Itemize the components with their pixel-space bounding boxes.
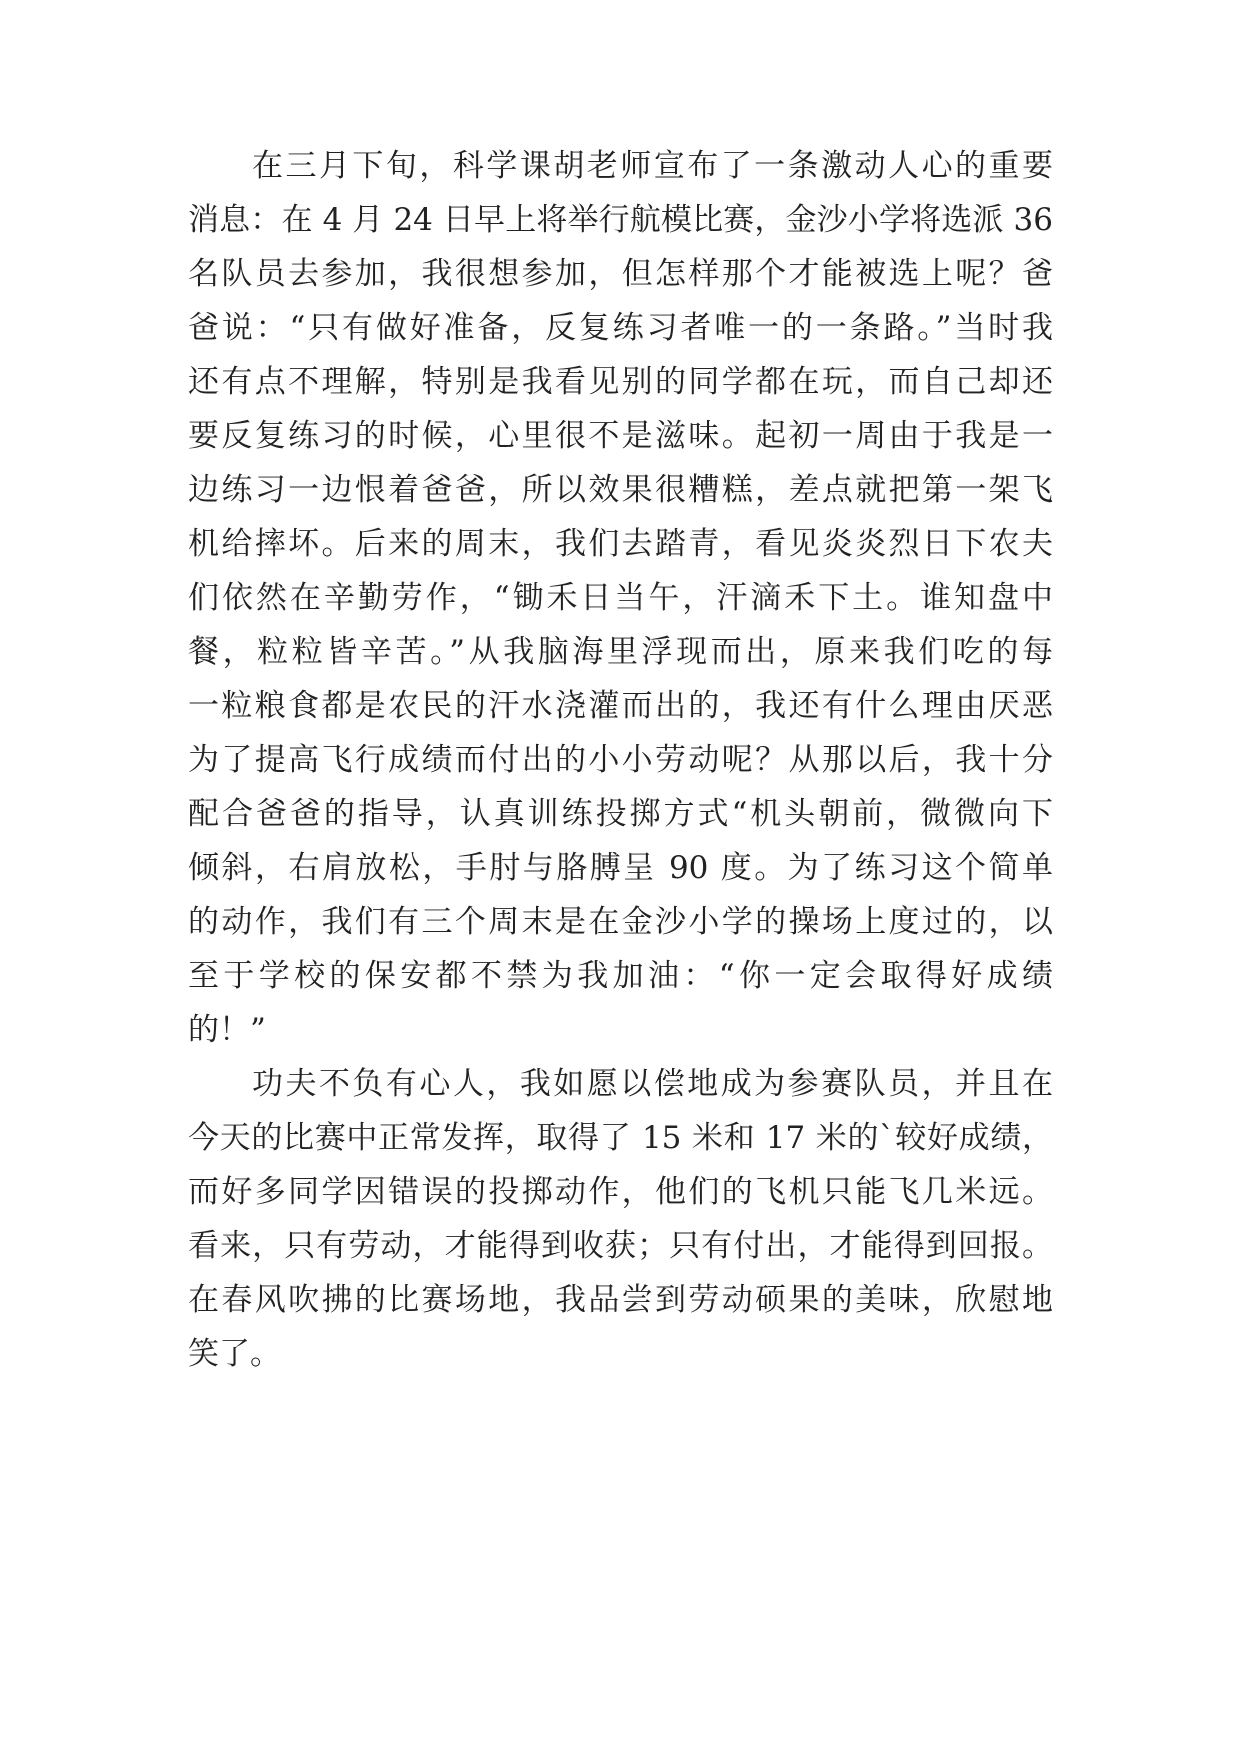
text-line: 名队员去参加，我很想参加，但怎样那个才能被选上呢？爸 (188, 256, 1053, 292)
text-line: 要反复练习的时候，心里很不是滋味。起初一周由于我是一 (188, 418, 1053, 454)
text-line: 倾斜，右肩放松，手肘与胳膊呈 90 度。为了练习这个简单 (188, 850, 1053, 886)
text-line: 的动作，我们有三个周末是在金沙小学的操场上度过的，以 (188, 904, 1053, 940)
text-line: 一粒粮食都是农民的汗水浇灌而出的，我还有什么理由厌恶 (188, 688, 1053, 724)
text-line: 还有点不理解，特别是我看见别的同学都在玩，而自己却还 (188, 364, 1053, 400)
text-line: 至于学校的保安都不禁为我加油：“你一定会取得好成绩 (188, 958, 1053, 994)
text-line: 功夫不负有心人，我如愿以偿地成为参赛队员，并且在 (252, 1066, 1053, 1102)
text-line: 消息：在 4 月 24 日早上将举行航模比赛，金沙小学将选派 36 (188, 202, 1053, 238)
text-line: 笑了。 (188, 1336, 281, 1372)
text-line: 餐，粒粒皆辛苦。”从我脑海里浮现而出，原来我们吃的每 (188, 634, 1053, 670)
text-line: 在春风吹拂的比赛场地，我品尝到劳动硕果的美味，欣慰地 (188, 1282, 1053, 1318)
text-line: 的！” (188, 1012, 266, 1048)
text-line: 今天的比赛中正常发挥，取得了 15 米和 17 米的`较好成绩， (188, 1120, 1053, 1156)
text-line: 看来，只有劳动，才能得到收获；只有付出，才能得到回报。 (188, 1228, 1053, 1264)
text-line: 为了提高飞行成绩而付出的小小劳动呢？从那以后，我十分 (188, 742, 1053, 778)
text-line: 在三月下旬，科学课胡老师宣布了一条激动人心的重要 (252, 148, 1053, 184)
text-line: 而好多同学因错误的投掷动作，他们的飞机只能飞几米远。 (188, 1174, 1053, 1210)
text-line: 配合爸爸的指导，认真训练投掷方式“机头朝前，微微向下 (188, 796, 1053, 832)
text-line: 机给摔坏。后来的周末，我们去踏青，看见炎炎烈日下农夫 (188, 526, 1053, 562)
text-line: 边练习一边恨着爸爸，所以效果很糟糕，差点就把第一架飞 (188, 472, 1053, 508)
text-line: 爸说：“只有做好准备，反复练习者唯一的一条路。”当时我 (188, 310, 1053, 346)
text-line: 们依然在辛勤劳作，“锄禾日当午，汗滴禾下土。谁知盘中 (188, 580, 1053, 616)
